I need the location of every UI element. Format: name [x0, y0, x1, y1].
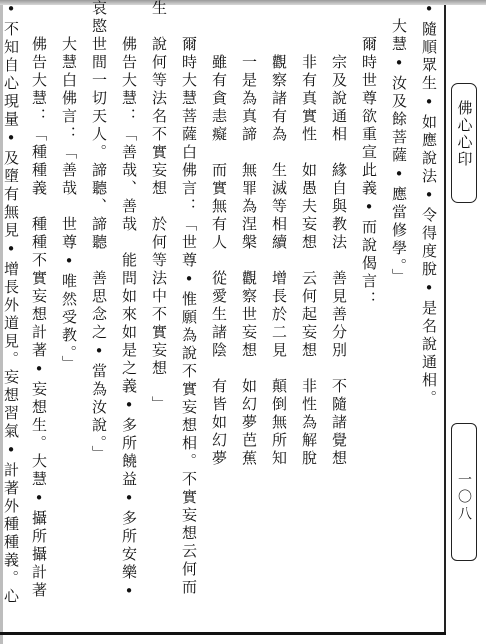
- book-title-tab: [451, 83, 477, 203]
- text-column: 爾時大慧菩薩白佛言：「世尊•惟願為說不實妄想相。不實妄想云何而: [180, 0, 198, 597]
- text-column: 宗及說通相 緣自與教法 善見善分別 不隨諸覺想: [330, 0, 348, 468]
- text-column: 佛告大慧：「種種義 種種不實妄想計著•妄想生。大慧•攝所攝計著: [30, 0, 48, 600]
- text-column: •隨順眾生•如應說法•令得度脫•是名說通相。: [420, 0, 438, 408]
- text-column: 哀愍世間一切天人。諦聽、諦聽 善思念之•當為汝說。」: [90, 0, 108, 464]
- text-column: •不知自心現量•及墮有無見•增長外道見。妄想習氣•計著外種種義。心: [2, 0, 20, 606]
- text-column: 爾時世尊欲重宣此義•而說偈言：: [360, 0, 378, 309]
- page-border-bottom: [0, 632, 446, 635]
- text-column: 佛告大慧：「善哉、善哉 能問如來如是之義•多所饒益•多所安樂•: [120, 0, 138, 603]
- page-border-vertical: [444, 5, 446, 634]
- text-column: 雖有貪恚癡 而實無有人 從愛生諸陰 有皆如幻夢: [210, 0, 228, 468]
- text-column: 觀察諸有為 生滅等相續 增長於二見 顛倒無所知: [270, 0, 288, 468]
- page-number: 一〇八: [456, 472, 472, 523]
- text-column: 大慧•汝及餘菩薩•應當修學。」: [390, 0, 408, 287]
- text-column: 一是為真諦 無罪為涅槃 觀察世妄想 如幻夢芭蕉: [240, 0, 258, 468]
- page-number-tab: [451, 423, 477, 561]
- text-column: 非有真實性 如愚夫妄想 云何起妄想 非性為解脫: [300, 0, 318, 468]
- book-title: 佛心心印: [455, 100, 474, 168]
- text-column: 生 說何等法名不實妄想 於何等法中不實妄想 」: [150, 0, 168, 414]
- text-column: 大慧白佛言：「善哉 世尊•唯然受教。」: [60, 0, 78, 374]
